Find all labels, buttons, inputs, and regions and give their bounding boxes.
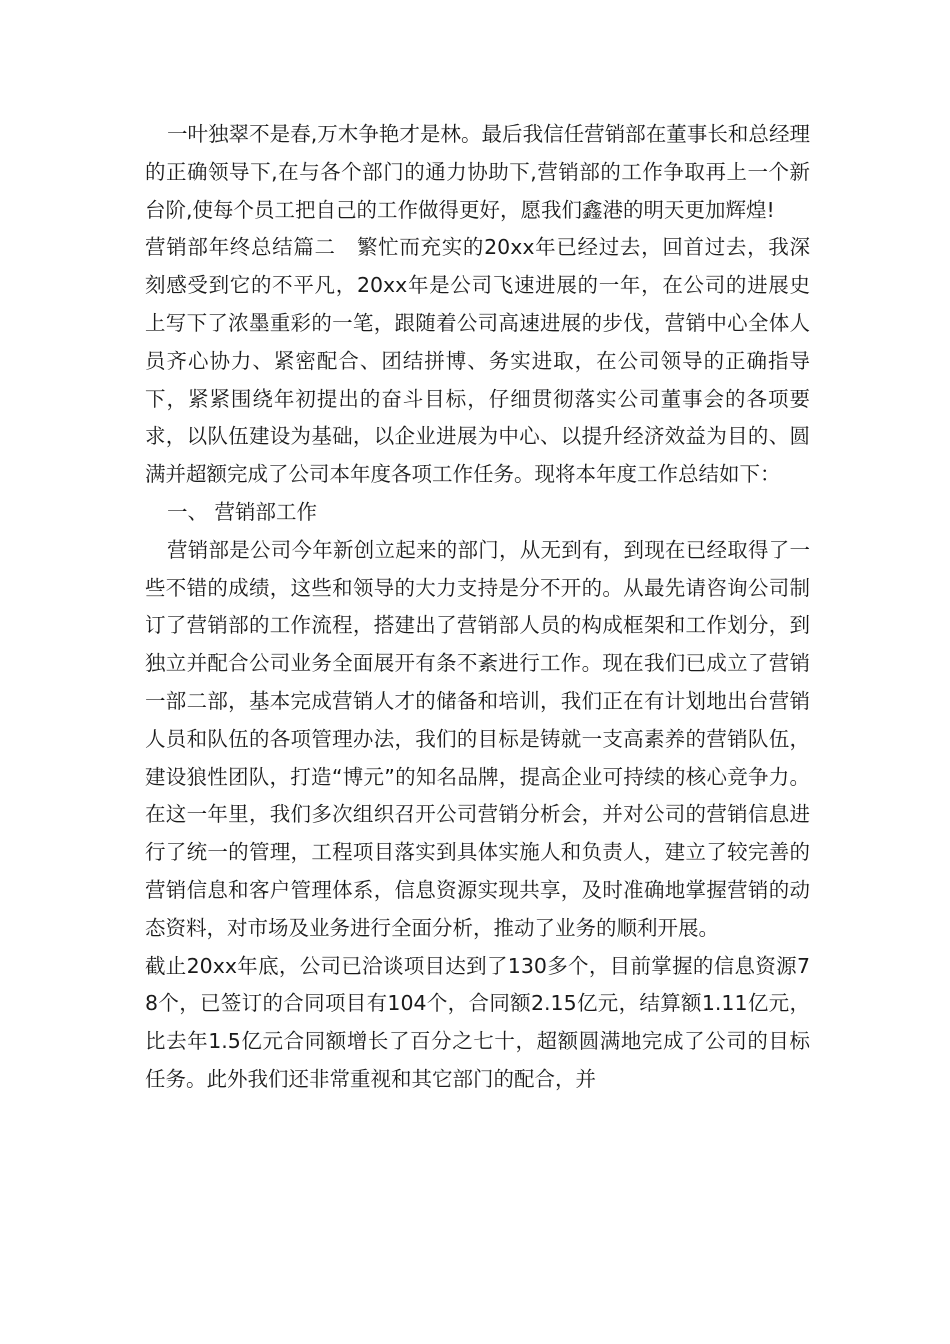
paragraph-marketing-work: 营销部是公司今年新创立起来的部门，从无到有，到现在已经取得了一些不错的成绩，这些和领导的大力支持是分不开的。从最先请咨询公司制订了营销部的工作流程，搭建出了营销部人员的构成框架和工作划分，到独立并配合公司业务全面展开有条不紊进行工作。现在我们已成立了营销一部二部，基本完成营销人才的储备和培训，我们正在有计划地出台营销人员和队伍的各项管理办法，我们的目标是铸就一支高素养的营销队伍，建设狼性团队，打造“博元”的知名品牌，提高企业可持续的核心竞争力。在这一年里，我们多次组织召开公司营销分析会，并对公司的营销信息进行了统一的管理，工程项目落实到具体实施人和负责人，建立了较完善的营销信息和客户管理体系，信息资源实现共享，及时准确地掌握营销的动态资料，对市场及业务进行全面分析，推动了业务的顺利开展。 [145,537,810,940]
section-heading-marketing: 一、 营销部工作 [167,499,318,524]
paragraph-closing: 一叶独翠不是春,万木争艳才是林。最后我信任营销部在董事长和总经理的正确领导下,在与各个部门的通力协助下,营销部的工作争取再上一个新台阶,使每个员工把自己的工作做得更好，愿我们鑫港的明天更加辉煌! [145,122,810,222]
paragraph-summary-intro: 营销部年终总结篇二 繁忙而充实的20xx年已经过去，回首过去，我深刻感受到它的不平凡，20xx年是公司飞速进展的一年，在公司的进展史上写下了浓墨重彩的一笔，跟随着公司高速进展的步伐，营销中心全体人员齐心协力、紧密配合、团结拼博、务实进取，在公司领导的正确指导下，紧紧围绕年初提出的奋斗目标，仔细贯彻落实公司董事会的各项要求，以队伍建设为基础，以企业进展为中心、以提升经济效益为目的、圆满并超额完成了公司本年度各项工作任务。现将本年度工作总结如下： [145,235,810,487]
paragraph-year-results: 截止20xx年底，公司已洽谈项目达到了130多个，目前掌握的信息资源78个，已签订的合同项目有104个，合同额2.15亿元，结算额1.11亿元，比去年1.5亿元合同额增长了百分之七十，超额圆满地完成了公司的目标任务。此外我们还非常重视和其它部门的配合，并 [145,953,810,1091]
document-body [145,116,810,1099]
